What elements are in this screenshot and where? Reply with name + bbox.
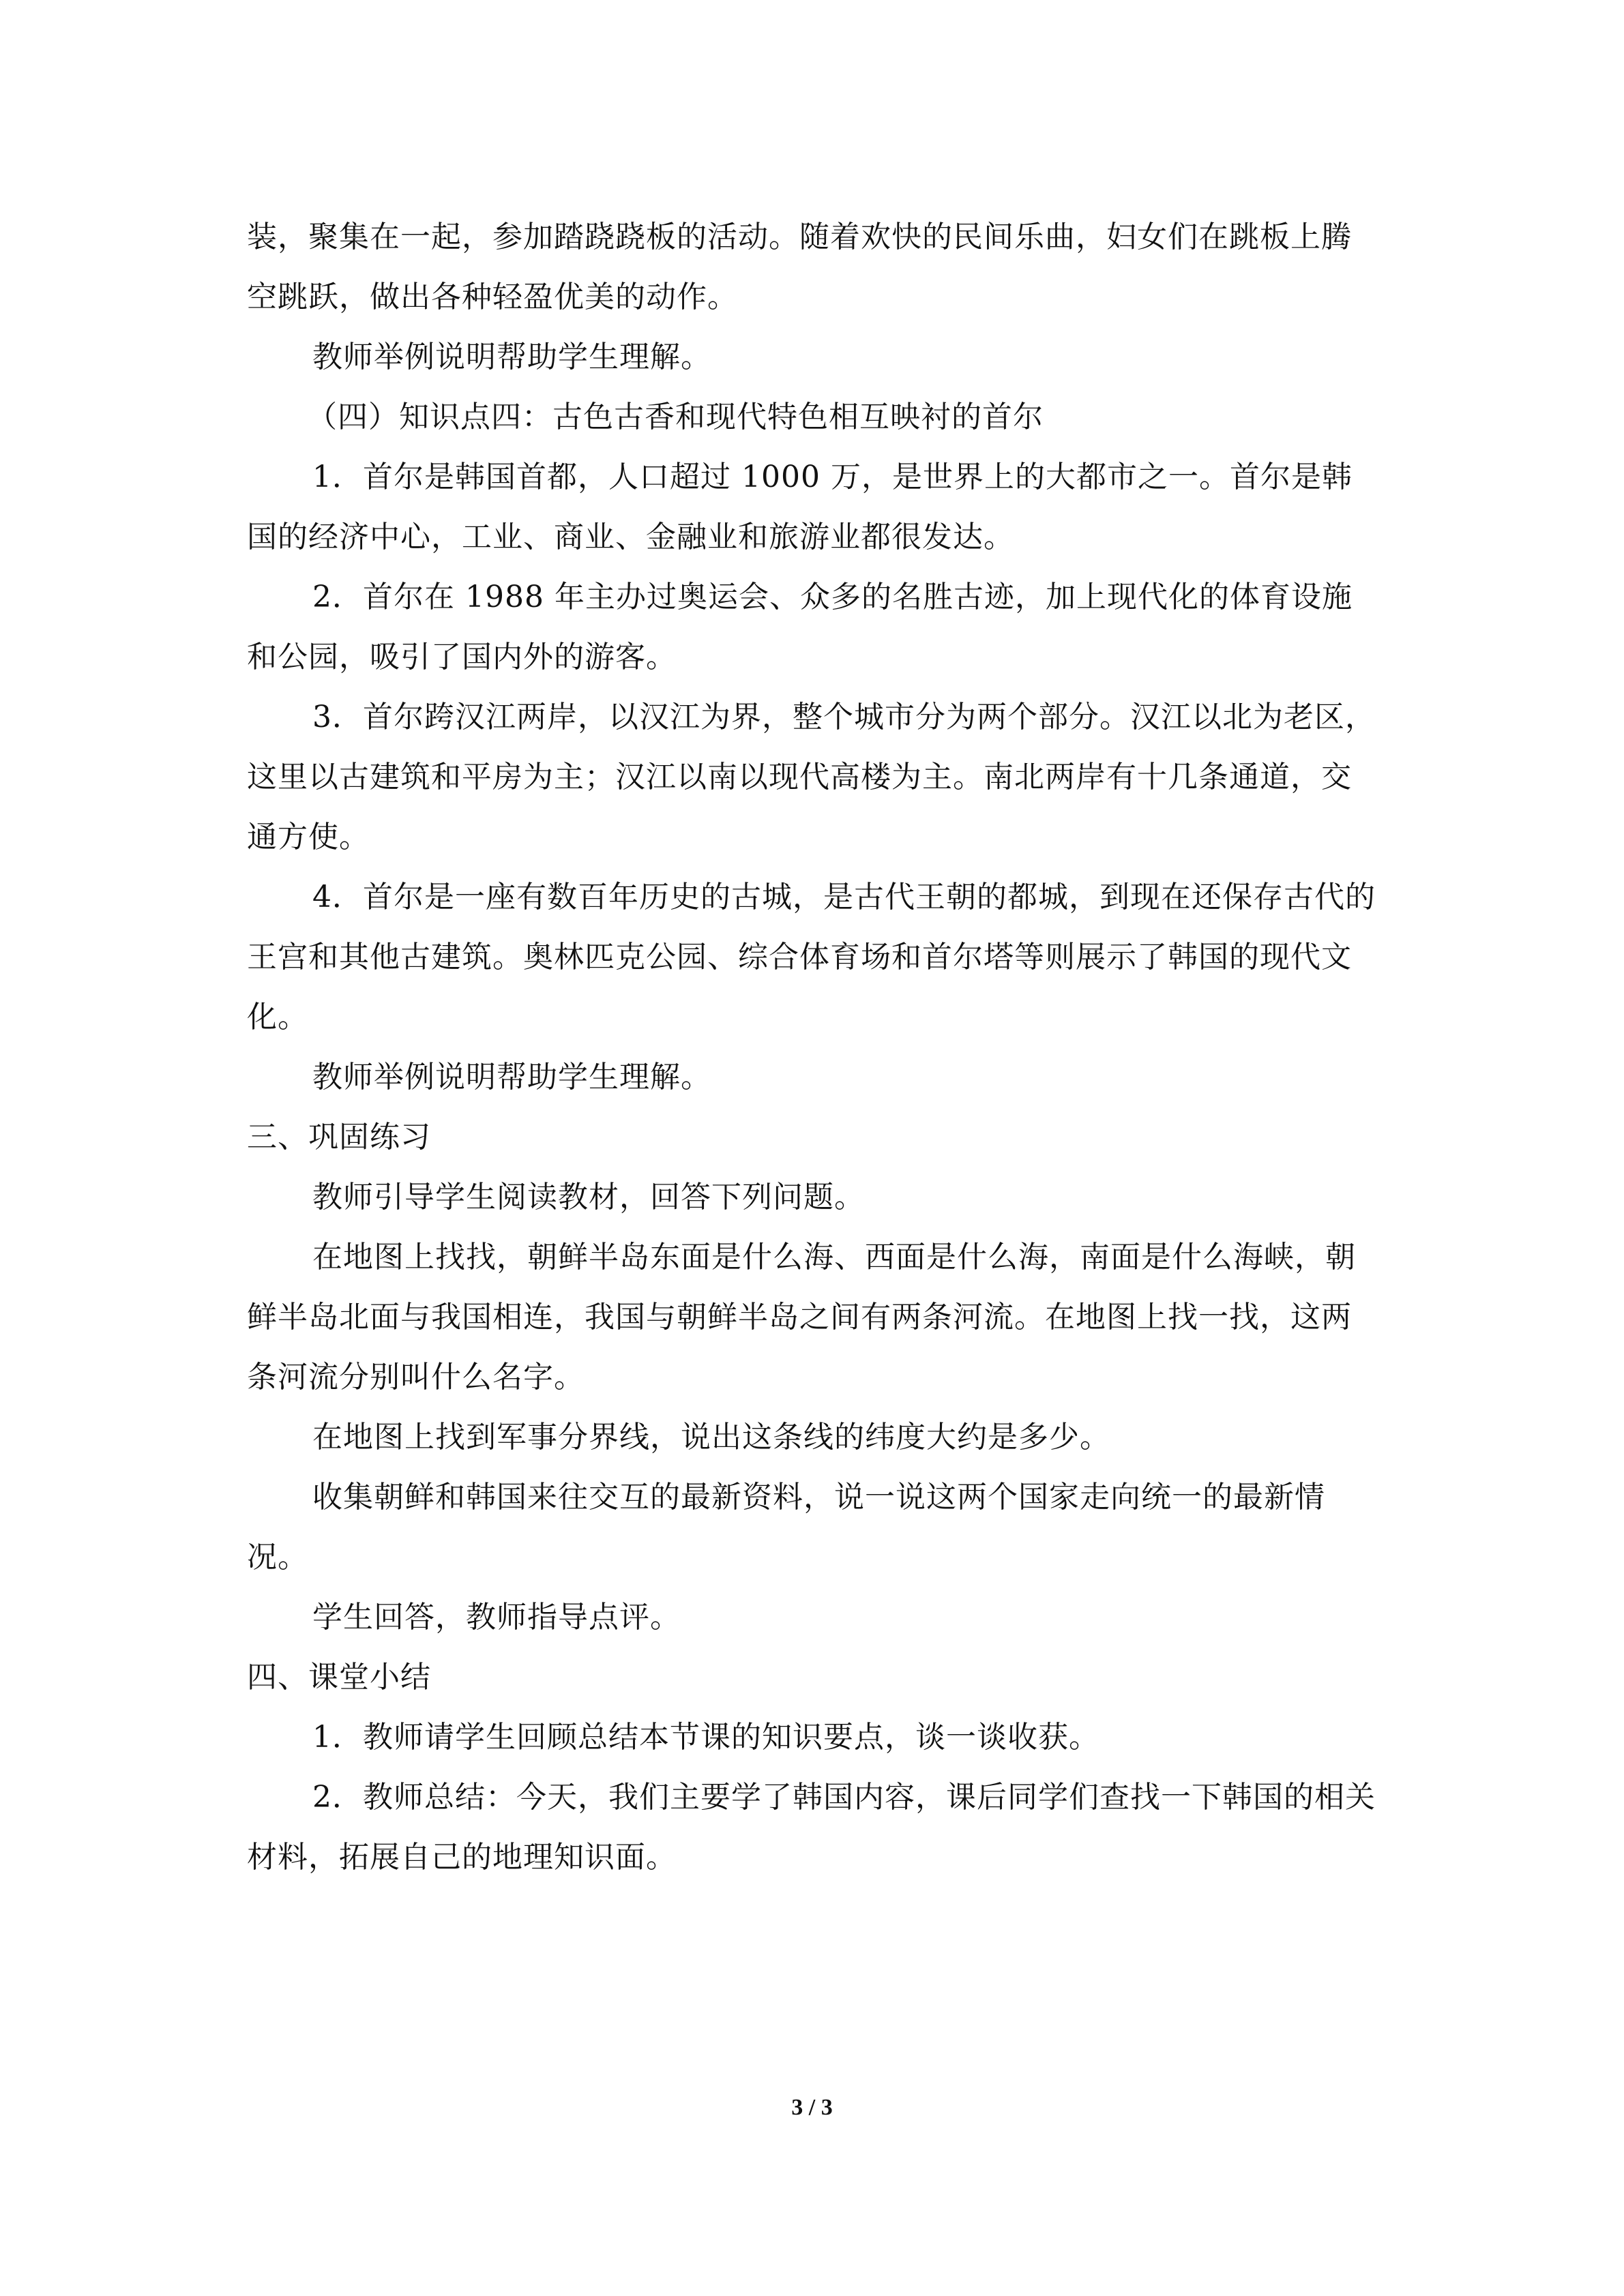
page-number: 3 / 3 [791,2095,833,2120]
paragraph-teacher-note: 教师举例说明帮助学生理解。 [312,1060,711,1094]
list-item: 2．教师总结：今天，我们主要学了韩国内容，课后同学们查找一下韩国的相关材料，拓展自己的地理知识面。 [247,1780,1376,1875]
section-heading: 三、巩固练习 [247,1120,431,1154]
paragraph: 教师引导学生阅读教材，回答下列问题。 [312,1180,865,1214]
list-item: 4．首尔是一座有数百年历史的古城，是古代王朝的都城，到现在还保存古代的王宫和其他古建筑。奥林匹克公园、综合体育场和首尔塔等则展示了韩国的现代文化。 [247,880,1376,1034]
list-item: 2．首尔在 1988 年主办过奥运会、众多的名胜古迹，加上现代化的体育设施和公园，吸引了国内外的游客。 [247,580,1353,674]
paragraph: 在地图上找找，朝鲜半岛东面是什么海、西面是什么海，南面是什么海峡，朝鲜半岛北面与我国相连，我国与朝鲜半岛之间有两条河流。在地图上找一找，这两条河流分别叫什么名字。 [247,1240,1356,1395]
list-item: 3．首尔跨汉江两岸，以汉江为界，整个城市分为两个部分。汉江以北为老区，这里以古建筑和平房为主；汉江以南以现代高楼为主。南北两岸有十几条通道，交通方使。 [247,700,1376,854]
paragraph: 收集朝鲜和韩国来往交互的最新资料，说一说这两个国家走向统一的最新情况。 [247,1480,1325,1575]
paragraph: 学生回答，教师指导点评。 [312,1600,681,1635]
paragraph-teacher-note: 教师举例说明帮助学生理解。 [312,340,711,374]
section-subheading: （四）知识点四：古色古香和现代特色相互映衬的首尔 [307,400,1044,434]
section-heading: 四、课堂小结 [247,1660,431,1695]
paragraph-continuation: 装，聚集在一起，参加踏跷跷板的活动。随着欢快的民间乐曲，妇女们在跳板上腾空跳跃，做出各种轻盈优美的动作。 [247,220,1352,314]
paragraph: 在地图上找到军事分界线，说出这条线的纬度大约是多少。 [312,1420,1110,1455]
document-body [247,207,1379,1888]
list-item: 1．教师请学生回顾总结本节课的知识要点，谈一谈收获。 [312,1720,1099,1755]
list-item: 1．首尔是韩国首都，人口超过 1000 万，是世界上的大都市之一。首尔是韩国的经济中心，工业、商业、金融业和旅游业都很发达。 [247,460,1353,554]
